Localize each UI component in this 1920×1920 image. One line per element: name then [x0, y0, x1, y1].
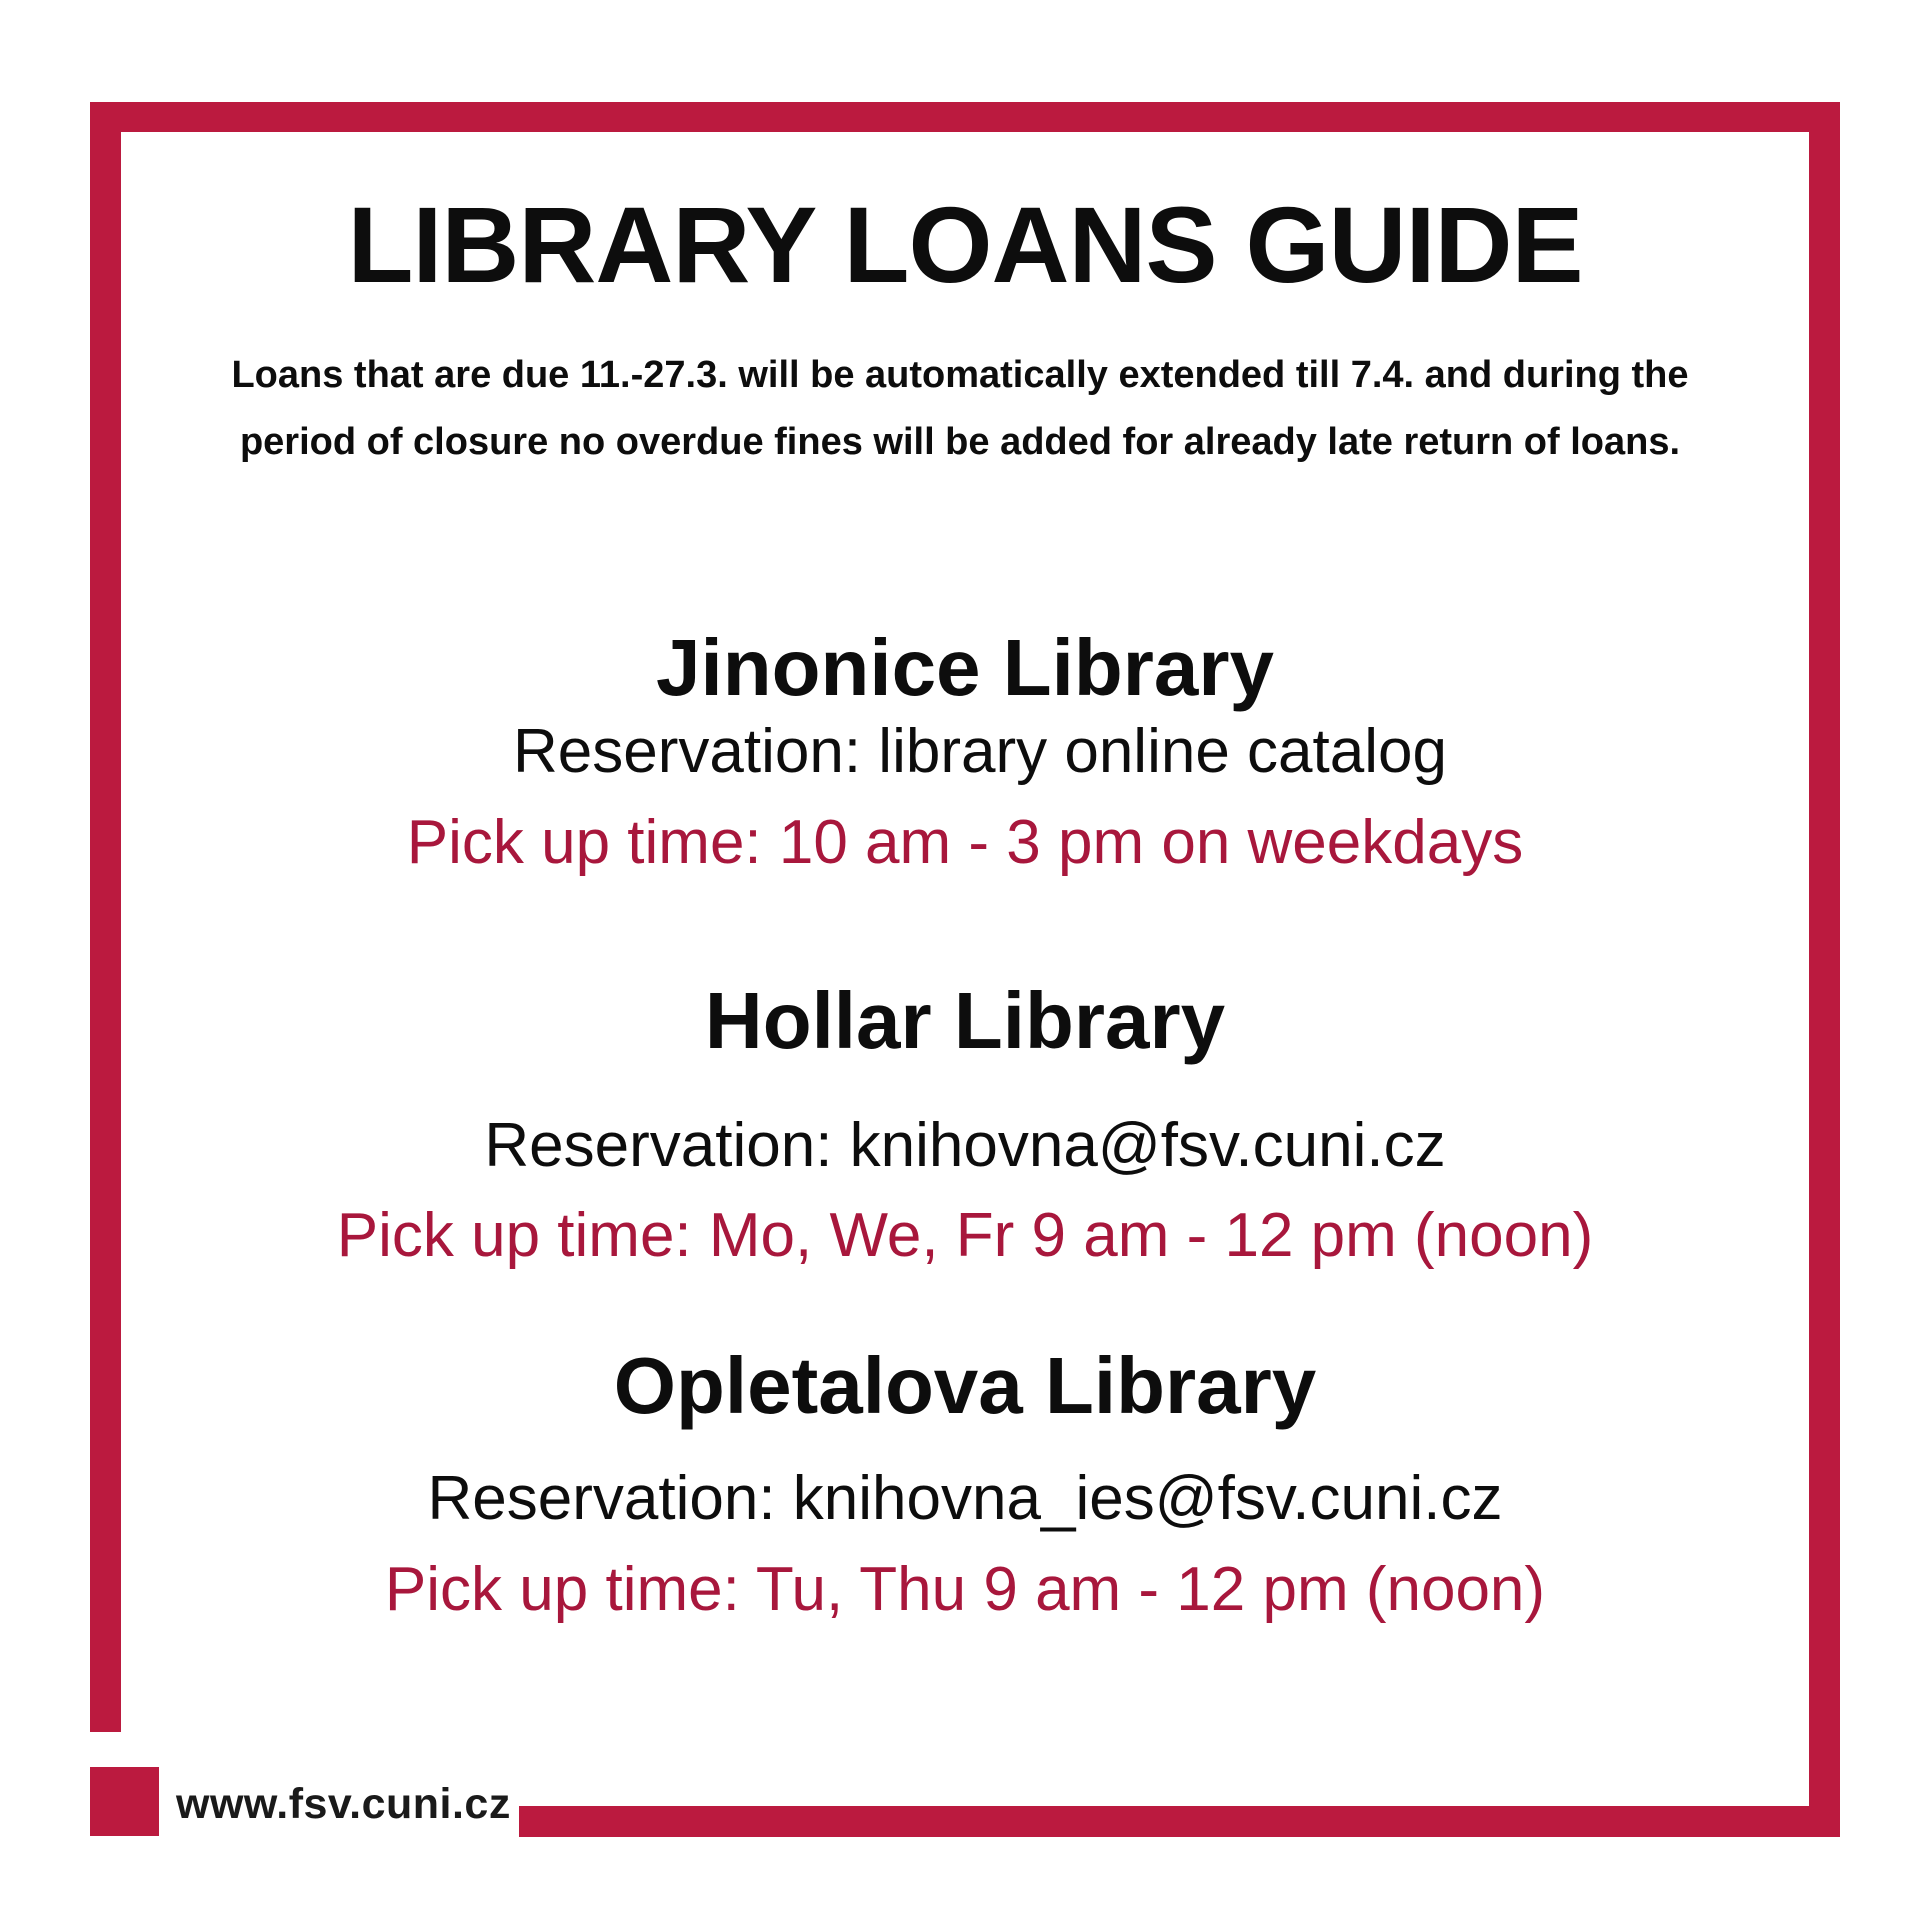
- frame-bottom-border: [519, 1806, 1840, 1837]
- frame-left-border: [90, 102, 121, 1732]
- opletalova-library-heading: Opletalova Library: [613, 1341, 1317, 1430]
- hollar-pickup-time: Pick up time: Mo, We, Fr 9 am - 12 pm (noon): [336, 1201, 1594, 1270]
- frame-top-border: [90, 102, 1840, 132]
- hollar-reservation: Reservation: knihovna@fsv.cuni.cz: [484, 1111, 1446, 1180]
- opletalova-pickup-time: Pick up time: Tu, Thu 9 am - 12 pm (noon): [384, 1555, 1546, 1624]
- corner-square-logo-mark: [90, 1767, 159, 1836]
- footer-website-url[interactable]: www.fsv.cuni.cz: [176, 1780, 511, 1828]
- jinonice-library-heading: Jinonice Library: [656, 623, 1274, 712]
- jinonice-pickup-time: Pick up time: 10 am - 3 pm on weekdays: [406, 808, 1524, 877]
- hollar-library-heading: Hollar Library: [704, 976, 1226, 1065]
- closure-notice: Loans that are due 11.-27.3. will be automatically extended till 7.4. and during the period of closure no overdue fines will be added for already late return of loans.: [231, 354, 1689, 463]
- frame-right-border: [1809, 102, 1840, 1837]
- page-title: LIBRARY LOANS GUIDE: [347, 184, 1583, 305]
- opletalova-reservation: Reservation: knihovna_ies@fsv.cuni.cz: [427, 1464, 1503, 1533]
- jinonice-reservation: Reservation: library online catalog: [513, 717, 1447, 786]
